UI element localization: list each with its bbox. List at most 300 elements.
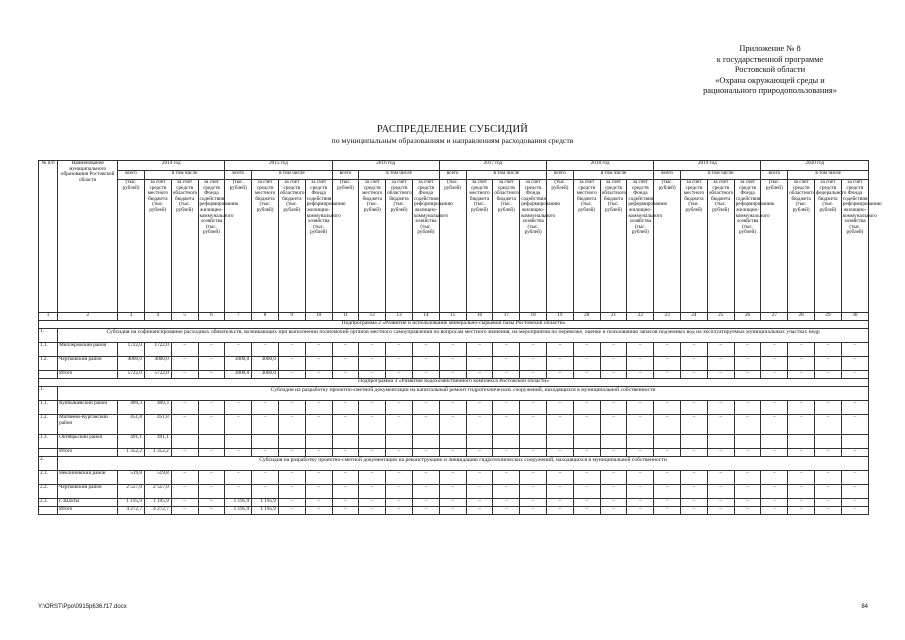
subsidy-description: Субсидия на разработку проектно-сметной документации на реконструкцию и ликвидацию гидротехнических сооружений, находящихся в муниципальной собственности	[58, 457, 869, 471]
column-number: 7	[225, 313, 252, 321]
value-cell: –	[198, 471, 225, 485]
value-cell: –	[841, 471, 868, 485]
value-cell: –	[841, 499, 868, 507]
municipality-name: Матвеево-Курганский район	[58, 415, 118, 435]
header-year: 2016 год	[332, 161, 439, 171]
value-cell: –	[707, 485, 734, 499]
value-cell: –	[815, 499, 842, 507]
value-cell: –	[734, 471, 761, 485]
header-row-years	[39, 161, 869, 171]
value-cell: –	[761, 471, 788, 485]
value-cell: –	[627, 415, 654, 435]
column-number: 24	[681, 313, 708, 321]
column-number: 28	[788, 313, 815, 321]
header-year: 2020 год	[761, 161, 869, 171]
value-cell: –	[788, 401, 815, 415]
value-cell: –	[386, 357, 413, 371]
value-cell: –	[681, 401, 708, 415]
value-cell: –	[386, 371, 413, 379]
value-cell: 3000,0	[225, 357, 252, 371]
value-cell: –	[600, 415, 627, 435]
value-cell: –	[761, 371, 788, 379]
row-number: 2.2.	[39, 485, 58, 499]
value-cell: –	[412, 449, 439, 457]
value-cell: –	[171, 357, 198, 371]
value-cell: –	[198, 343, 225, 357]
value-cell: –	[198, 401, 225, 415]
header-total-units: (тыс. рублей)	[761, 180, 788, 313]
appendix-line: к государственной программе	[716, 54, 824, 64]
value-cell: –	[359, 343, 386, 357]
value-cell	[761, 435, 788, 449]
value-cell: –	[547, 471, 574, 485]
value-cell: –	[252, 485, 279, 499]
column-number: 26	[734, 313, 761, 321]
value-cell: –	[734, 507, 761, 515]
value-cell: –	[627, 371, 654, 379]
value-cell: –	[547, 401, 574, 415]
value-cell: –	[707, 371, 734, 379]
header-regional: за счет средств областного бюджета (тыс. рублей)	[386, 180, 413, 313]
subprogram-title: Подпрограмма 3 «Развитие водохозяйственного комплекса Ростовской области»	[39, 379, 869, 387]
value-cell	[198, 435, 225, 449]
value-cell: –	[332, 415, 359, 435]
value-cell: –	[841, 343, 868, 357]
value-cell: –	[439, 401, 466, 415]
header-including: в том числе	[573, 171, 653, 180]
value-cell: –	[627, 343, 654, 357]
value-cell: –	[734, 449, 761, 457]
value-cell: –	[412, 485, 439, 499]
value-cell: –	[681, 485, 708, 499]
value-cell	[681, 435, 708, 449]
value-cell: 1 352,2	[118, 449, 145, 457]
value-cell: –	[841, 485, 868, 499]
column-number: 5	[171, 313, 198, 321]
value-cell: –	[788, 507, 815, 515]
value-cell: –	[225, 449, 252, 457]
appendix-block	[675, 44, 865, 97]
header-local: за счет средств местного бюджета (тыс. рублей)	[573, 180, 600, 313]
header-year: 2019 год	[654, 161, 761, 171]
value-cell	[225, 435, 252, 449]
value-cell: –	[225, 485, 252, 499]
value-cell	[600, 435, 627, 449]
value-cell: –	[841, 357, 868, 371]
value-cell	[547, 435, 574, 449]
value-cell: –	[734, 415, 761, 435]
value-cell: –	[171, 371, 198, 379]
value-cell: –	[386, 415, 413, 435]
municipality-name: Неклиновский район	[58, 471, 118, 485]
header-total-units: (тыс. рублей)	[332, 180, 359, 313]
value-cell: –	[493, 485, 520, 499]
municipality-name: Октябрьский район	[58, 435, 118, 449]
value-cell: –	[171, 401, 198, 415]
value-cell: –	[815, 507, 842, 515]
value-cell: –	[573, 343, 600, 357]
value-cell: –	[278, 499, 305, 507]
municipality-name: Миллеровский район	[58, 343, 118, 357]
subsidy-item-row	[39, 387, 869, 401]
header-total-units: (тыс. рублей)	[118, 180, 145, 313]
value-cell: –	[707, 357, 734, 371]
value-cell	[386, 435, 413, 449]
municipality-name: Чертковский район	[58, 485, 118, 499]
value-cell: –	[573, 371, 600, 379]
value-cell: –	[520, 401, 547, 415]
header-fund: за счет средств Фонда содействия реформированию жилищно-коммунального хозяйства (тыс. рублей)	[305, 180, 332, 313]
value-cell: –	[761, 401, 788, 415]
value-cell: –	[466, 415, 493, 435]
value-cell: –	[439, 471, 466, 485]
value-cell: –	[386, 343, 413, 357]
value-cell: –	[520, 499, 547, 507]
value-cell: –	[654, 499, 681, 507]
column-number: 18	[520, 313, 547, 321]
value-cell: –	[600, 371, 627, 379]
value-cell: –	[386, 401, 413, 415]
item-number: 1.	[39, 387, 58, 401]
value-cell: 5722,0	[118, 371, 145, 379]
header-regional: за счет средств областного бюджета (тыс. рублей)	[278, 180, 305, 313]
value-cell: –	[278, 471, 305, 485]
value-cell: 4000,0	[144, 357, 171, 371]
item-number: 1.	[39, 329, 58, 343]
subsidy-table	[38, 160, 882, 515]
value-cell: –	[788, 485, 815, 499]
value-cell: –	[359, 371, 386, 379]
value-cell: 3000,0	[252, 357, 279, 371]
value-cell: 4 272,7	[118, 507, 145, 515]
header-regional: за счет средств областного бюджета (тыс. рублей)	[707, 180, 734, 313]
value-cell: –	[278, 343, 305, 357]
row-number	[39, 507, 58, 515]
value-cell: –	[278, 401, 305, 415]
appendix-line: рационального природопользования»	[703, 86, 837, 96]
value-cell: –	[359, 507, 386, 515]
value-cell	[305, 435, 332, 449]
value-cell: –	[225, 343, 252, 357]
value-cell	[278, 435, 305, 449]
value-cell: –	[734, 357, 761, 371]
value-cell: 1 195,9	[144, 499, 171, 507]
value-cell: –	[573, 499, 600, 507]
header-local: за счет средств местного бюджета (тыс. рублей)	[681, 180, 708, 313]
value-cell: –	[707, 507, 734, 515]
municipality-name: Куйбышевский район	[58, 401, 118, 415]
row-number: 2.3.	[39, 499, 58, 507]
value-cell: –	[547, 499, 574, 507]
value-cell: 1 352,2	[144, 449, 171, 457]
header-fund: за счет средств Фонда содействия реформированию жилищно-коммунального хозяйства (тыс. рублей)	[412, 180, 439, 313]
value-cell: –	[439, 507, 466, 515]
value-cell: –	[815, 343, 842, 357]
header-total: всего	[761, 171, 788, 180]
value-cell: –	[386, 485, 413, 499]
column-number: 2	[58, 313, 118, 321]
value-cell: 409,3	[118, 401, 145, 415]
value-cell: –	[788, 471, 815, 485]
header-including: в том числе	[788, 171, 869, 180]
subsidy-description: Субсидия на разработку проектно-сметной документации на капитальный ремонт гидротехнических сооружений, находящихся в муниципальной собственности	[58, 387, 869, 401]
header-local: за счет средств местного бюджета (тыс. рублей)	[359, 180, 386, 313]
value-cell: –	[734, 343, 761, 357]
value-cell: 1 195,9	[118, 499, 145, 507]
row-number: 1.3.	[39, 435, 58, 449]
value-cell: –	[332, 343, 359, 357]
value-cell: –	[412, 507, 439, 515]
value-cell: –	[815, 485, 842, 499]
value-cell: –	[600, 471, 627, 485]
value-cell: 1 195,9	[252, 507, 279, 515]
value-cell: –	[305, 471, 332, 485]
value-cell: –	[412, 401, 439, 415]
value-cell: –	[305, 343, 332, 357]
value-cell: –	[412, 371, 439, 379]
value-cell: –	[654, 415, 681, 435]
value-cell: –	[681, 499, 708, 507]
value-cell: –	[547, 343, 574, 357]
value-cell: 451,8	[144, 415, 171, 435]
value-cell: –	[520, 343, 547, 357]
value-cell: –	[815, 371, 842, 379]
value-cell: –	[225, 471, 252, 485]
value-cell: –	[198, 499, 225, 507]
header-total: всего	[118, 171, 145, 180]
value-cell	[466, 435, 493, 449]
header-regional: за счет средств областного бюджета (тыс. рублей)	[171, 180, 198, 313]
value-cell	[707, 435, 734, 449]
municipality-name: Итого	[58, 449, 118, 457]
value-cell: –	[412, 357, 439, 371]
value-cell: –	[332, 499, 359, 507]
header-local: за счет средств местного бюджета (тыс. рублей)	[466, 180, 493, 313]
value-cell: 491,1	[118, 435, 145, 449]
header-fund: за счет средств Фонда содействия реформированию жилищно-коммунального хозяйства (тыс. рублей)	[198, 180, 225, 313]
value-cell: –	[681, 371, 708, 379]
value-cell: –	[332, 401, 359, 415]
value-cell: –	[305, 401, 332, 415]
value-cell: –	[332, 371, 359, 379]
value-cell: –	[252, 471, 279, 485]
value-cell: –	[305, 371, 332, 379]
table-row	[39, 507, 869, 515]
value-cell: –	[734, 401, 761, 415]
municipality-name: Итого	[58, 371, 118, 379]
header-row-sources	[39, 180, 869, 313]
value-cell: –	[252, 343, 279, 357]
value-cell: –	[332, 449, 359, 457]
header-including: в том числе	[466, 171, 546, 180]
value-cell: –	[439, 357, 466, 371]
column-number: 9	[278, 313, 305, 321]
value-cell	[520, 435, 547, 449]
value-cell: –	[600, 357, 627, 371]
column-number: 8	[252, 313, 279, 321]
value-cell	[332, 435, 359, 449]
value-cell: –	[278, 507, 305, 515]
value-cell: –	[466, 449, 493, 457]
value-cell: –	[734, 499, 761, 507]
value-cell: –	[654, 401, 681, 415]
header-total: всего	[439, 171, 466, 180]
column-number: 1	[39, 313, 58, 321]
value-cell: –	[573, 357, 600, 371]
item-number: 2.	[39, 457, 58, 471]
value-cell: –	[788, 343, 815, 357]
column-number: 11	[332, 313, 359, 321]
value-cell: –	[681, 449, 708, 457]
value-cell: –	[305, 415, 332, 435]
value-cell: –	[493, 371, 520, 379]
value-cell	[627, 435, 654, 449]
subsidy-description: Субсидия на софинансирование расходных обязательств, возникающих при выполнении полномочий органов местного самоуправления по вопросам местного значения, на мероприятия по перевозке, оценке и пользованию запасов подземных вод на эксплуатируемых муниципальных участках недр	[58, 329, 869, 343]
value-cell: –	[788, 357, 815, 371]
value-cell: –	[171, 343, 198, 357]
row-number: 1.2.	[39, 357, 58, 371]
value-cell: –	[520, 357, 547, 371]
value-cell: 1 195,9	[225, 507, 252, 515]
column-number: 6	[198, 313, 225, 321]
header-including: в том числе	[681, 171, 761, 180]
value-cell: –	[600, 449, 627, 457]
value-cell: –	[627, 471, 654, 485]
value-cell: –	[681, 343, 708, 357]
value-cell: –	[815, 401, 842, 415]
value-cell: 2 557,0	[118, 485, 145, 499]
value-cell	[734, 435, 761, 449]
value-cell: –	[493, 471, 520, 485]
column-number: 16	[466, 313, 493, 321]
value-cell	[841, 435, 868, 449]
value-cell: 1722,0	[144, 343, 171, 357]
column-number: 19	[547, 313, 574, 321]
column-number: 20	[573, 313, 600, 321]
value-cell: –	[681, 415, 708, 435]
value-cell: –	[466, 371, 493, 379]
value-cell: –	[412, 415, 439, 435]
value-cell: 2 557,0	[144, 485, 171, 499]
value-cell: –	[439, 449, 466, 457]
value-cell: –	[359, 499, 386, 507]
header-fund: за счет средств Фонда содействия реформированию жилищно-коммунального хозяйства (тыс. рублей)	[734, 180, 761, 313]
value-cell: –	[278, 415, 305, 435]
value-cell: –	[841, 401, 868, 415]
value-cell: –	[493, 499, 520, 507]
column-number: 27	[761, 313, 788, 321]
value-cell: 5722,0	[144, 371, 171, 379]
value-cell: –	[520, 415, 547, 435]
value-cell: –	[305, 507, 332, 515]
subsidy-item-row	[39, 329, 869, 343]
value-cell: –	[627, 401, 654, 415]
header-municipality: Наименование муниципального образования Ростовской области	[58, 161, 118, 313]
header-including: в том числе	[252, 171, 332, 180]
value-cell: –	[627, 499, 654, 507]
value-cell: 3000,0	[252, 371, 279, 379]
value-cell: 3000,0	[225, 371, 252, 379]
value-cell: –	[198, 357, 225, 371]
value-cell: –	[332, 471, 359, 485]
header-year: 2018 год	[547, 161, 654, 171]
value-cell: –	[547, 507, 574, 515]
value-cell: –	[654, 449, 681, 457]
value-cell: –	[734, 485, 761, 499]
value-cell: –	[198, 449, 225, 457]
value-cell: –	[171, 499, 198, 507]
value-cell: –	[841, 415, 868, 435]
column-number: 21	[600, 313, 627, 321]
value-cell: –	[761, 507, 788, 515]
column-number: 25	[707, 313, 734, 321]
value-cell: –	[707, 449, 734, 457]
header-total-units: (тыс. рублей)	[225, 180, 252, 313]
value-cell	[412, 435, 439, 449]
table-row	[39, 401, 869, 415]
value-cell: –	[412, 343, 439, 357]
value-cell: –	[332, 507, 359, 515]
column-number: 3	[118, 313, 145, 321]
header-including: в том числе	[144, 171, 224, 180]
value-cell: 491,1	[144, 435, 171, 449]
value-cell: –	[493, 343, 520, 357]
value-cell: –	[386, 499, 413, 507]
header-total: всего	[654, 171, 681, 180]
value-cell: –	[198, 507, 225, 515]
value-cell: –	[627, 485, 654, 499]
municipality-name: Чертковский район	[58, 357, 118, 371]
value-cell: –	[627, 449, 654, 457]
value-cell: –	[412, 499, 439, 507]
value-cell: –	[627, 357, 654, 371]
column-number: 29	[815, 313, 842, 321]
value-cell: –	[815, 415, 842, 435]
value-cell: –	[332, 357, 359, 371]
row-number: 2.1.	[39, 471, 58, 485]
value-cell: –	[547, 357, 574, 371]
value-cell	[252, 435, 279, 449]
value-cell: –	[841, 371, 868, 379]
value-cell	[654, 435, 681, 449]
value-cell: –	[841, 507, 868, 515]
value-cell: –	[815, 471, 842, 485]
value-cell: –	[278, 371, 305, 379]
value-cell: –	[815, 357, 842, 371]
header-year: 2014 год	[118, 161, 225, 171]
value-cell: –	[252, 401, 279, 415]
value-cell: –	[761, 415, 788, 435]
value-cell: –	[600, 507, 627, 515]
value-cell: –	[520, 485, 547, 499]
value-cell: –	[520, 507, 547, 515]
value-cell	[439, 435, 466, 449]
value-cell: –	[573, 415, 600, 435]
value-cell: 1 195,9	[252, 499, 279, 507]
column-number: 23	[654, 313, 681, 321]
column-number: 13	[386, 313, 413, 321]
header-year: 2015 год	[225, 161, 332, 171]
value-cell: 519,8	[144, 471, 171, 485]
value-cell: –	[171, 507, 198, 515]
value-cell: –	[573, 449, 600, 457]
value-cell: –	[332, 485, 359, 499]
value-cell	[359, 435, 386, 449]
row-number: 1.1.	[39, 343, 58, 357]
table-row	[39, 343, 869, 357]
value-cell: –	[520, 449, 547, 457]
table-row	[39, 449, 869, 457]
